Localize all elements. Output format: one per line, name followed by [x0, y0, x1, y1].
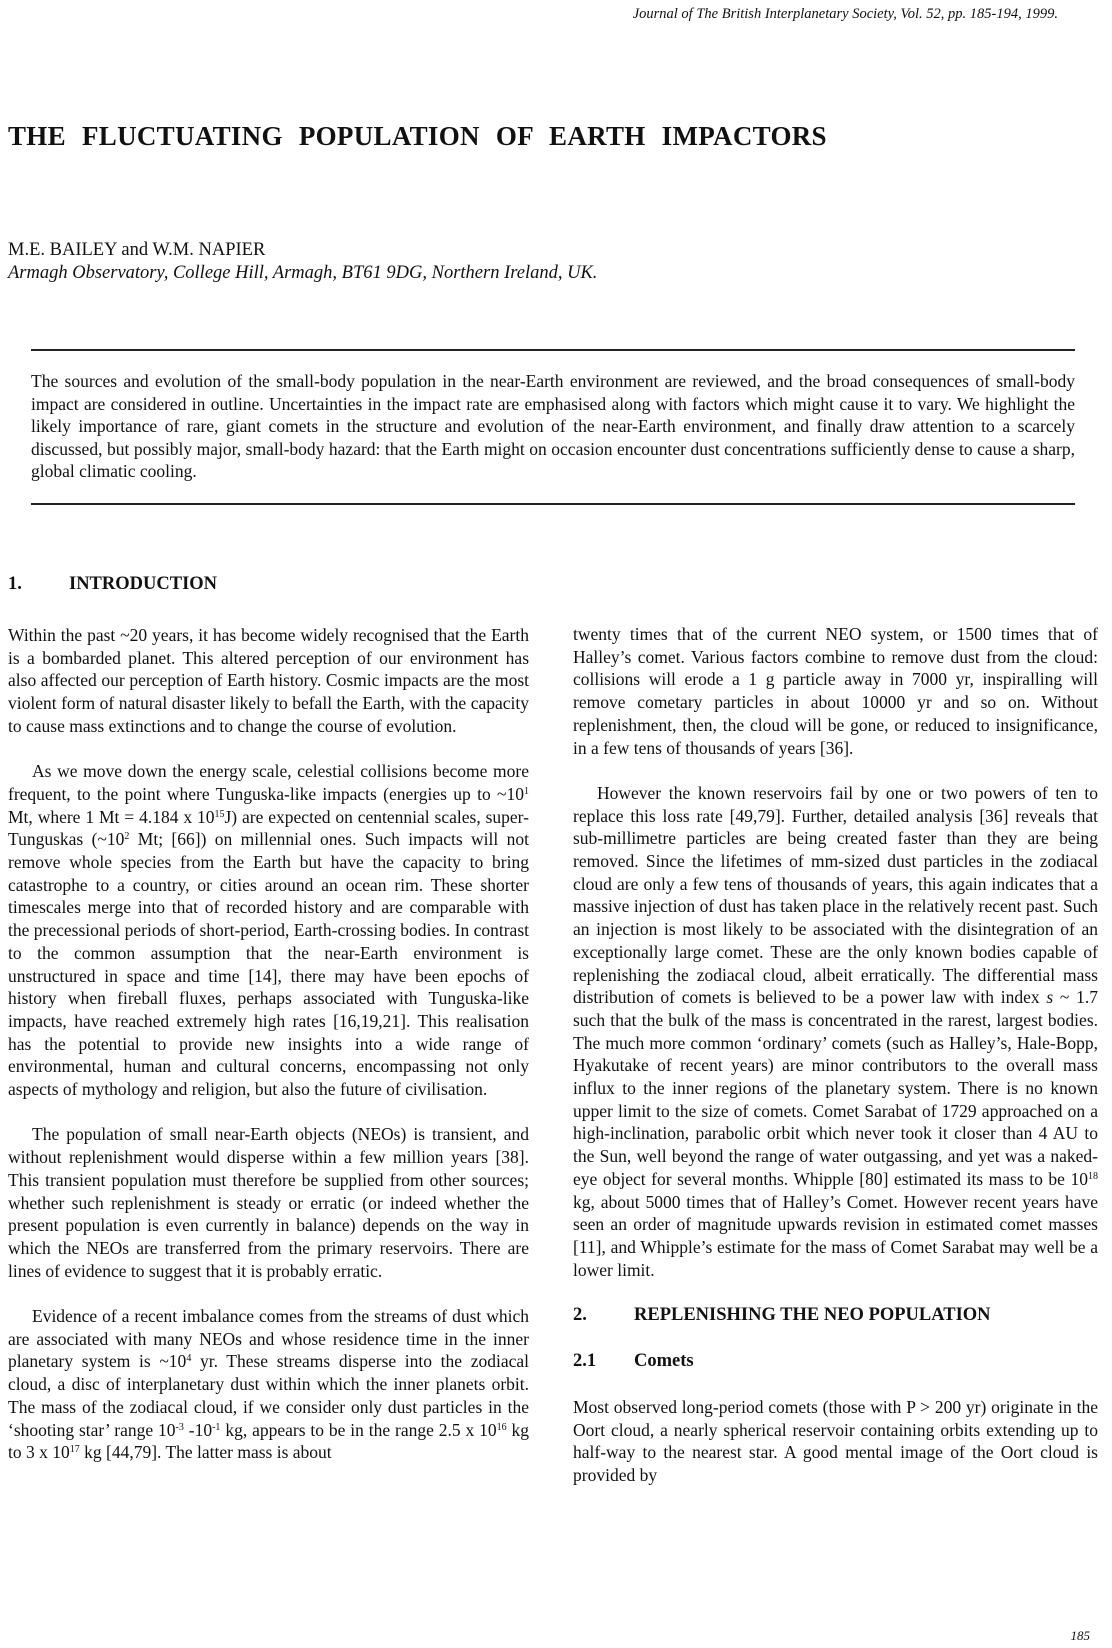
- section-heading-replenishing: [573, 1304, 1098, 1326]
- abstract-bottom-rule: [31, 503, 1075, 505]
- paragraph: The population of small near-Earth objects (NEOs) is transient, and without replenishment would disperse within a few million years [38]. This transient population must therefore be supplied from other sources; whether such replenishment is steady or erratic (or indeed whether the present population is even currently in balance) depends on the way in which the NEOs are transferred from the primary reservoirs. There are lines of evidence to suggest that it is probably erratic.: [8, 1124, 529, 1281]
- abstract-top-rule: [31, 349, 1075, 351]
- subsection-number: 2.1: [573, 1351, 597, 1372]
- subsection-title: Comets: [634, 1351, 694, 1372]
- paragraph: Most observed long-period comets (those with P > 200 yr) originate in the Oort cloud, a nearly spherical reservoir containing orbits extending up to half-way to the nearest star. A good mental image of the Oort cloud is provided by: [573, 1397, 1098, 1486]
- paragraph: Within the past ~20 years, it has become widely recognised that the Earth is a bombarded planet. This altered perception of our environment has also affected our perception of Earth history. Cosmic impacts are the most violent form of natural disaster likely to befall the Earth, with the capacity to cause mass extinctions and to change the course of evolution.: [8, 625, 529, 736]
- section-number: 1.: [8, 574, 22, 594]
- paragraph: However the known reservoirs fail by one or two powers of ten to replace this loss rate [49,79]. Further, detailed analysis [36] reveals that sub-millimetre particles are being created faster than they are being removed. Since the lifetimes of mm-sized dust particles in the zodiacal cloud are only a few tens of thousands of years, this again indicates that a massive injection of dust has taken place in the relatively recent past. Such an injection is most likely to be associated with the disintegration of an exceptionally large comet. These are the only known bodies capable of replenishing the zodiacal cloud, albeit erratically. The differential mass distribution of comets is believed to be a power law with index s ~ 1.7 such that the bulk of the mass is concentrated in the rarest, largest bodies. The much more common ‘ordinary’ comets (such as Halley’s, Hale-Bopp, Hyakutake of recent years) are minor contributors to the overall mass influx to the inner regions of the planetary system. There is no known upper limit to the size of comets. Comet Sarabat of 1729 approached on a high-inclination, parabolic orbit which never took it closer than 4 AU to the Sun, well beyond the range of water outgassing, and yet was a naked-eye object for several months. Whipple [80] estimated its mass to be $10^{18}$ kg, about 5000 times that of Halley’s Comet. However recent years have seen an order of magnitude upwards revision in estimated comet masses [11], and Whipple’s estimate for the mass of Comet Sarabat may well be a lower limit.: [573, 782, 1098, 1280]
- paragraph: twenty times that of the current NEO system, or 1500 times that of Halley’s comet. Various factors combine to remove dust from the cloud: collisions will erode a 1 g particle away in 7000 yr, inspiralling will remove cometary particles in about 10000 yr and so on. Without replenishment, then, the cloud will be gone, or reduced to insignificance, in a few tens of thousands of years [36].: [573, 624, 1098, 758]
- authors: M.E. BAILEY and W.M. NAPIER: [8, 240, 266, 260]
- section-heading-introduction: [8, 573, 529, 595]
- section-title: REPLENISHING THE NEO POPULATION: [634, 1305, 991, 1326]
- abstract: The sources and evolution of the small-body population in the near-Earth environment are reviewed, and the broad consequences of small-body impact are considered in outline. Uncertainties in the impact rate are emphasised along with factors which might cause it to vary. We highlight the likely importance of rare, giant comets in the structure and evolution of the near-Earth environment, and finally draw attention to a scarcely discussed, but possibly major, small-body hazard: that the Earth might on occasion encounter dust concentrations sufficiently dense to cause a sharp, global climatic cooling.: [31, 371, 1075, 481]
- paragraph: As we move down the energy scale, celestial collisions become more frequent, to the point where Tunguska-like impacts (energies up to $\sim 10^1$ Mt, where 1 Mt = 4.184 x $10^{15}J$) are expected on centennial scales, super-Tunguskas ($\sim 10^2$ Mt; [66]) on millennial ones. Such impacts will not remove whole species from the Earth but have the capacity to bring catastrophe to a country, or cities around an ocean rim. These shorter timescales merge into that of recorded history and are comparable with the precessional periods of short-period, Earth-crossing bodies. In contrast to the common assumption that the near-Earth environment is unstructured in space and time [14], there may have been epochs of history when fireball fluxes, perhaps associated with Tunguska-like impacts, have reached extremely high rates [16,19,21]. This realisation has the potential to provide new insights into a wide range of environmental, human and cultural concerns, encompassing not only aspects of mythology and religion, but also the future of civilisation.: [8, 761, 529, 1100]
- journal-citation: Journal of The British Interplanetary Society, Vol. 52, pp. 185-194, 1999.: [632, 6, 1058, 22]
- right-column: [573, 573, 1098, 1510]
- section-number: 2.: [573, 1305, 587, 1326]
- subsection-heading-comets: [573, 1350, 1098, 1372]
- page-number: 185: [1070, 1628, 1090, 1643]
- left-column: [8, 573, 529, 1487]
- section-title: INTRODUCTION: [69, 574, 218, 594]
- paper-title: THE FLUCTUATING POPULATION OF EARTH IMPACTORS: [8, 121, 827, 151]
- paragraph: Evidence of a recent imbalance comes from the streams of dust which are associated with many NEOs and whose residence time in the inner planetary system is $\sim 10^4$ yr. These streams disperse into the zodiacal cloud, a disc of interplanetary dust within which the inner planets orbit. The mass of the zodiacal cloud, if we consider only dust particles in the ‘shooting star’ range $10^{-3}$ $-10^{-1}$ kg, appears to be in the range 2.5 x $10^{16}$ kg to 3 x $10^{17}$ kg [44,79]. The latter mass is about: [8, 1306, 530, 1463]
- affiliation: Armagh Observatory, College Hill, Armagh, BT61 9DG, Northern Ireland, UK.: [8, 263, 598, 283]
